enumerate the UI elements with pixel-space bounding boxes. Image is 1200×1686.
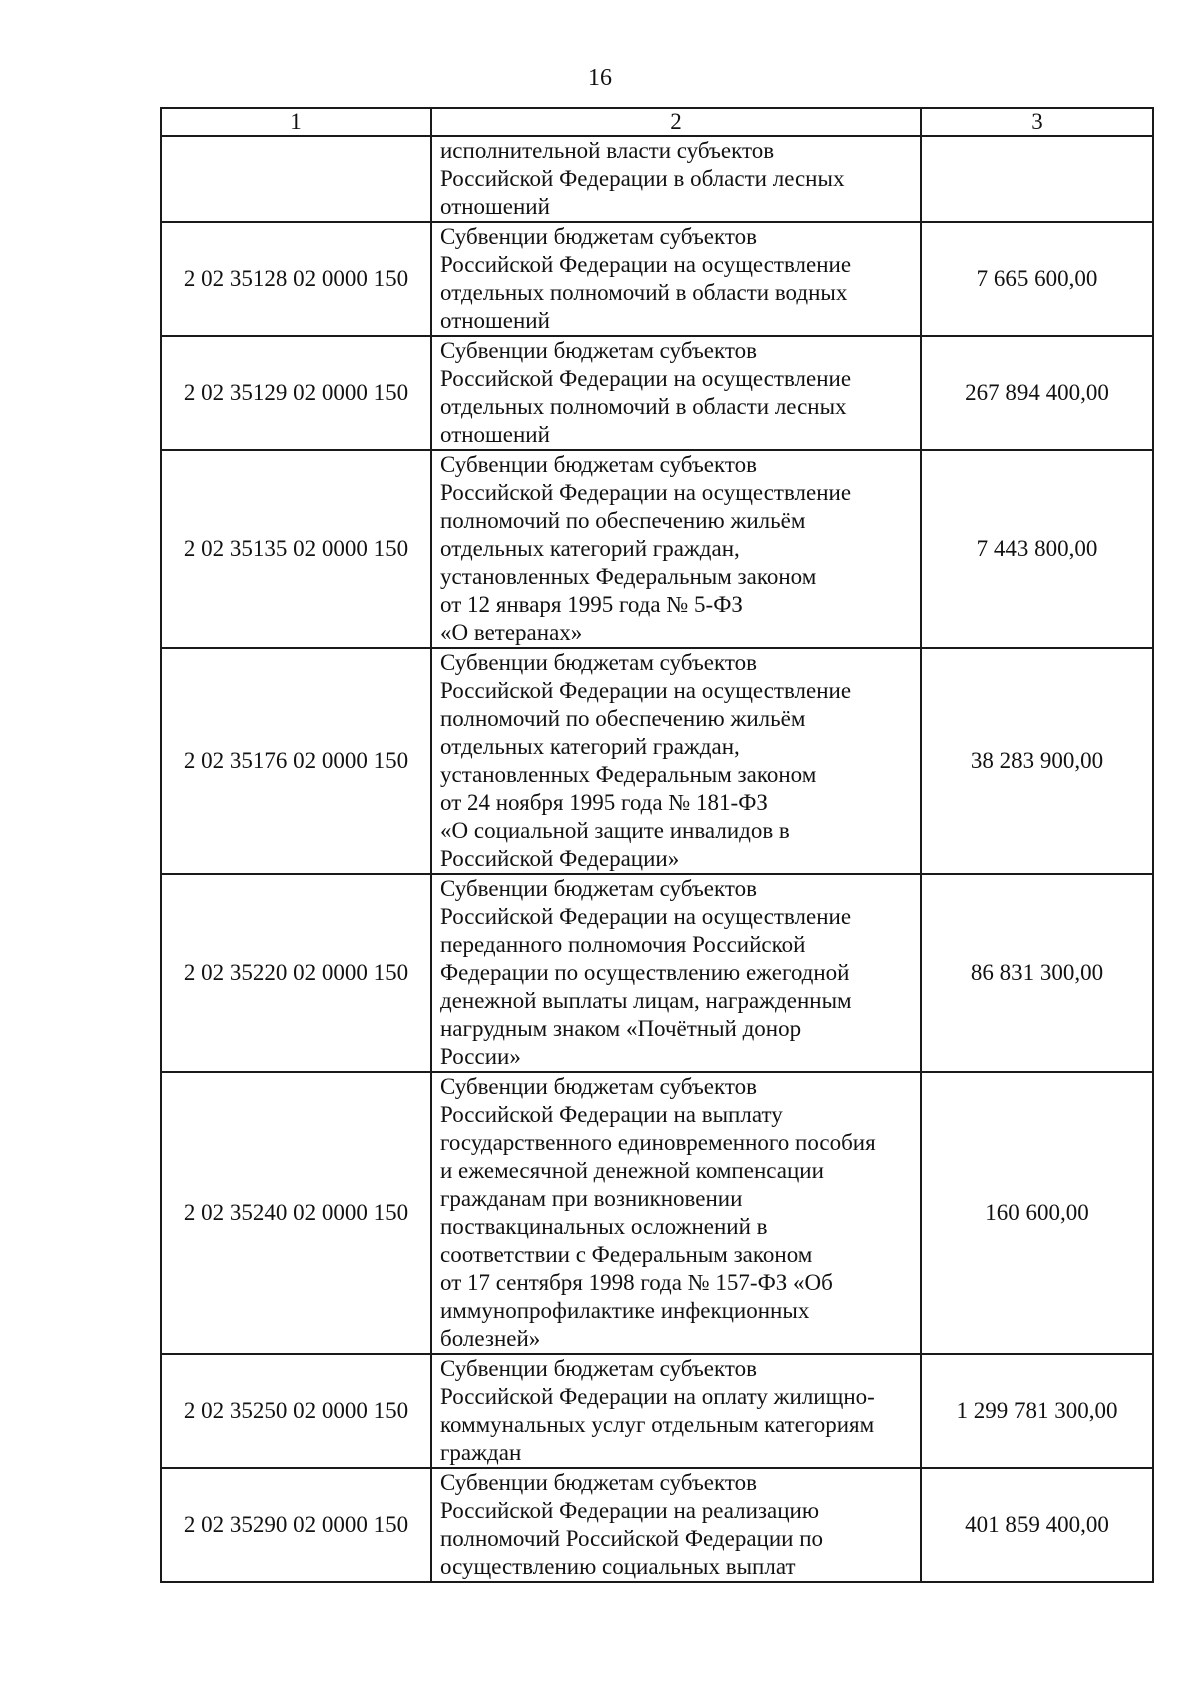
description: Субвенции бюджетам субъектов Российской Федерации на осуществление полномочий по обеспечению жильём отдельных категорий граждан, установленных Федеральным законом от 24 ноября 1995 года № 181-ФЗ «О социальной защите инвалидов в Российской Федерации» [431,648,921,874]
table-header-row [161,108,1153,136]
amount: 160 600,00 [921,1072,1153,1354]
budget-table [160,107,1154,1583]
table-row [161,1072,1153,1354]
description: Субвенции бюджетам субъектов Российской Федерации на выплату государственного единовременного пособия и ежемесячной денежной компенсации гражданам при возникновении поствакцинальных осложнений в соответствии с Федеральным законом от 17 сентября 1998 года № 157-ФЗ «Об иммунопрофилактике инфекционных болезней» [431,1072,921,1354]
table-row [161,450,1153,648]
table-row [161,648,1153,874]
budget-code [161,136,431,222]
budget-code: 2 02 35129 02 0000 150 [161,336,431,450]
amount: 401 859 400,00 [921,1468,1153,1582]
budget-code: 2 02 35240 02 0000 150 [161,1072,431,1354]
description: Субвенции бюджетам субъектов Российской Федерации на осуществление отдельных полномочий в области лесных отношений [431,336,921,450]
column-header-description: 2 [431,108,921,136]
amount: 86 831 300,00 [921,874,1153,1072]
column-header-amount: 3 [921,108,1153,136]
description: Субвенции бюджетам субъектов Российской Федерации на реализацию полномочий Российской Федерации по осуществлению социальных выплат [431,1468,921,1582]
amount: 7 443 800,00 [921,450,1153,648]
description: Субвенции бюджетам субъектов Российской Федерации на осуществление переданного полномочия Российской Федерации по осуществлению ежегодной денежной выплаты лицам, награжденным нагрудным знаком «Почётный донор России» [431,874,921,1072]
table-row [161,874,1153,1072]
description: Субвенции бюджетам субъектов Российской Федерации на осуществление полномочий по обеспечению жильём отдельных категорий граждан, установленных Федеральным законом от 12 января 1995 года № 5-ФЗ «О ветеранах» [431,450,921,648]
table-row [161,1468,1153,1582]
budget-code: 2 02 35176 02 0000 150 [161,648,431,874]
page-number: 16 [588,65,612,91]
table-row [161,336,1153,450]
table-row [161,1354,1153,1468]
column-header-code: 1 [161,108,431,136]
budget-code: 2 02 35290 02 0000 150 [161,1468,431,1582]
amount: 1 299 781 300,00 [921,1354,1153,1468]
amount [921,136,1153,222]
amount: 267 894 400,00 [921,336,1153,450]
table-row [161,222,1153,336]
amount: 7 665 600,00 [921,222,1153,336]
budget-code: 2 02 35128 02 0000 150 [161,222,431,336]
description: исполнительной власти субъектов Российской Федерации в области лесных отношений [431,136,921,222]
budget-code: 2 02 35220 02 0000 150 [161,874,431,1072]
amount: 38 283 900,00 [921,648,1153,874]
description: Субвенции бюджетам субъектов Российской Федерации на осуществление отдельных полномочий в области водных отношений [431,222,921,336]
table-row [161,136,1153,222]
description: Субвенции бюджетам субъектов Российской Федерации на оплату жилищно- коммунальных услуг отдельным категориям граждан [431,1354,921,1468]
budget-code: 2 02 35135 02 0000 150 [161,450,431,648]
budget-code: 2 02 35250 02 0000 150 [161,1354,431,1468]
